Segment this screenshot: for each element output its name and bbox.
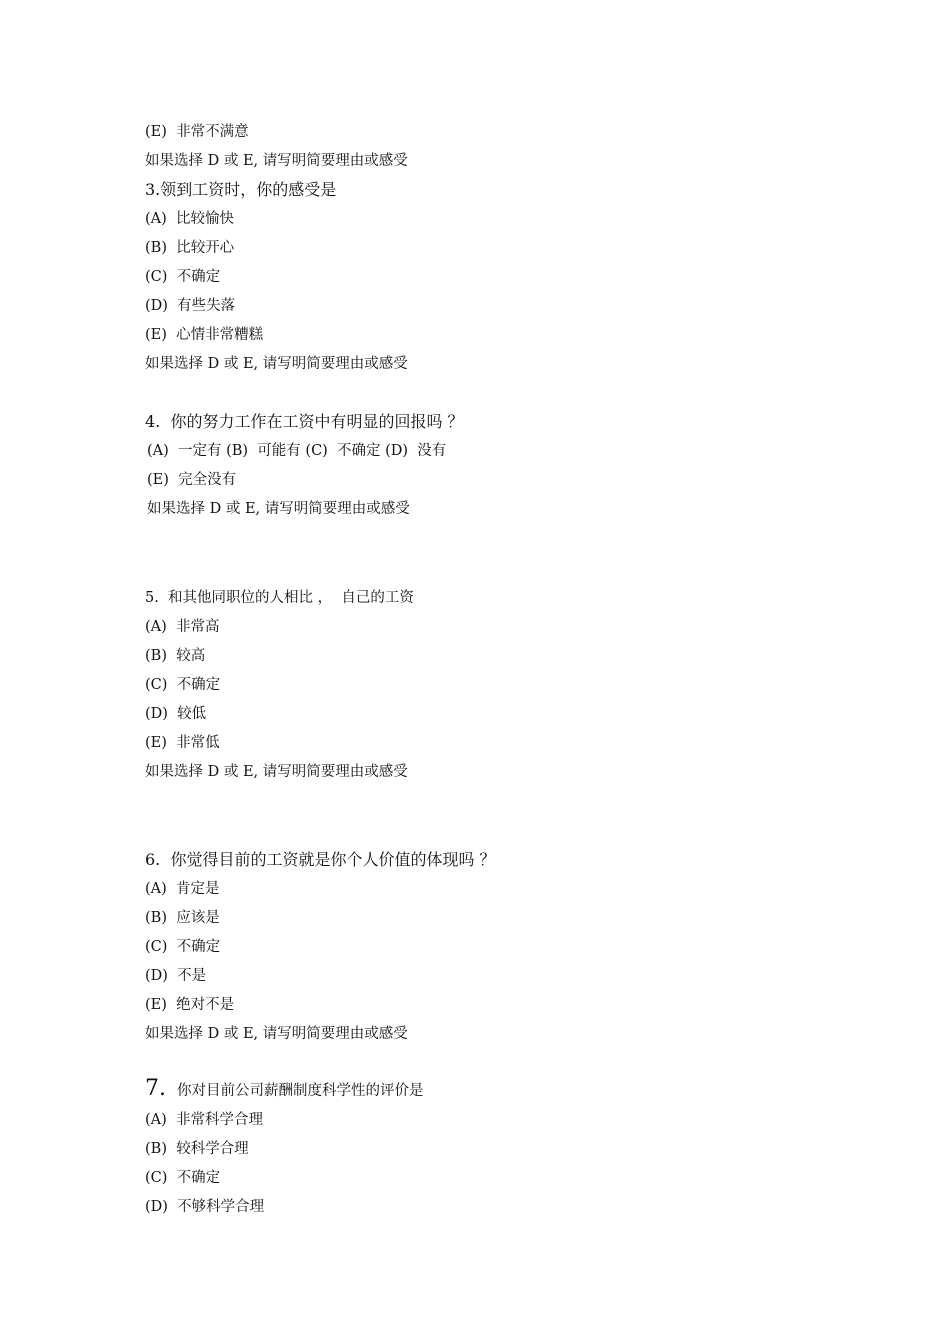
q4-note: 如果选择 D 或 E, 请写明简要理由或感受 [147, 501, 410, 517]
q6-title: 6. 你觉得目前的工资就是你个人价值的体现吗 ？ [145, 850, 496, 869]
q5-option-e: (E) 非常低 [145, 735, 220, 751]
q6-option-b: (B) 应该是 [145, 910, 220, 926]
q6-note: 如果选择 D 或 E, 请写明简要理由或感受 [145, 1026, 408, 1042]
q5-note: 如果选择 D 或 E, 请写明简要理由或感受 [145, 764, 408, 780]
q7-number: 7. [145, 1076, 166, 1101]
q3-option-a: (A) 比较愉快 [145, 211, 235, 227]
q5-option-c: (C) 不确定 [145, 677, 221, 693]
q4-options-line: (A) 一定有 (B) 可能有 (C) 不确定 (D) 没有 [147, 443, 447, 459]
q6-option-a: (A) 肯定是 [145, 881, 220, 897]
q5-option-d: (D) 较低 [145, 706, 207, 722]
q4-option-e: (E) 完全没有 [147, 472, 237, 488]
q5-option-b: (B) 较高 [145, 648, 206, 664]
q7-option-c: (C) 不确定 [145, 1170, 221, 1186]
q6-option-c: (C) 不确定 [145, 939, 221, 955]
q4-title: 4. 你的努力工作在工资中有明显的回报吗 ？ [145, 412, 464, 431]
q3-note: 如果选择 D 或 E, 请写明简要理由或感受 [145, 356, 408, 372]
q3-option-c: (C) 不确定 [145, 269, 221, 285]
q3-option-b: (B) 比较开心 [145, 240, 235, 256]
q7-title: 你对目前公司薪酬制度科学性的评价是 [177, 1083, 424, 1099]
q5-option-a: (A) 非常高 [145, 619, 220, 635]
q7-option-b: (B) 较科学合理 [145, 1141, 249, 1157]
q2-option-e: (E) 非常不满意 [145, 124, 249, 140]
q5-title: 5. 和其他同职位的人相比 ， 自己的工资 [145, 590, 414, 606]
q3-option-d: (D) 有些失落 [145, 298, 236, 314]
q6-option-e: (E) 绝对不是 [145, 997, 235, 1013]
q6-option-d: (D) 不是 [145, 968, 207, 984]
q2-note: 如果选择 D 或 E, 请写明简要理由或感受 [145, 153, 408, 169]
q3-title: 3.领到工资时，你的感受是 [145, 180, 337, 199]
q7-option-a: (A) 非常科学合理 [145, 1112, 264, 1128]
q7-option-d: (D) 不够科学合理 [145, 1199, 265, 1215]
q3-option-e: (E) 心情非常糟糕 [145, 327, 264, 343]
